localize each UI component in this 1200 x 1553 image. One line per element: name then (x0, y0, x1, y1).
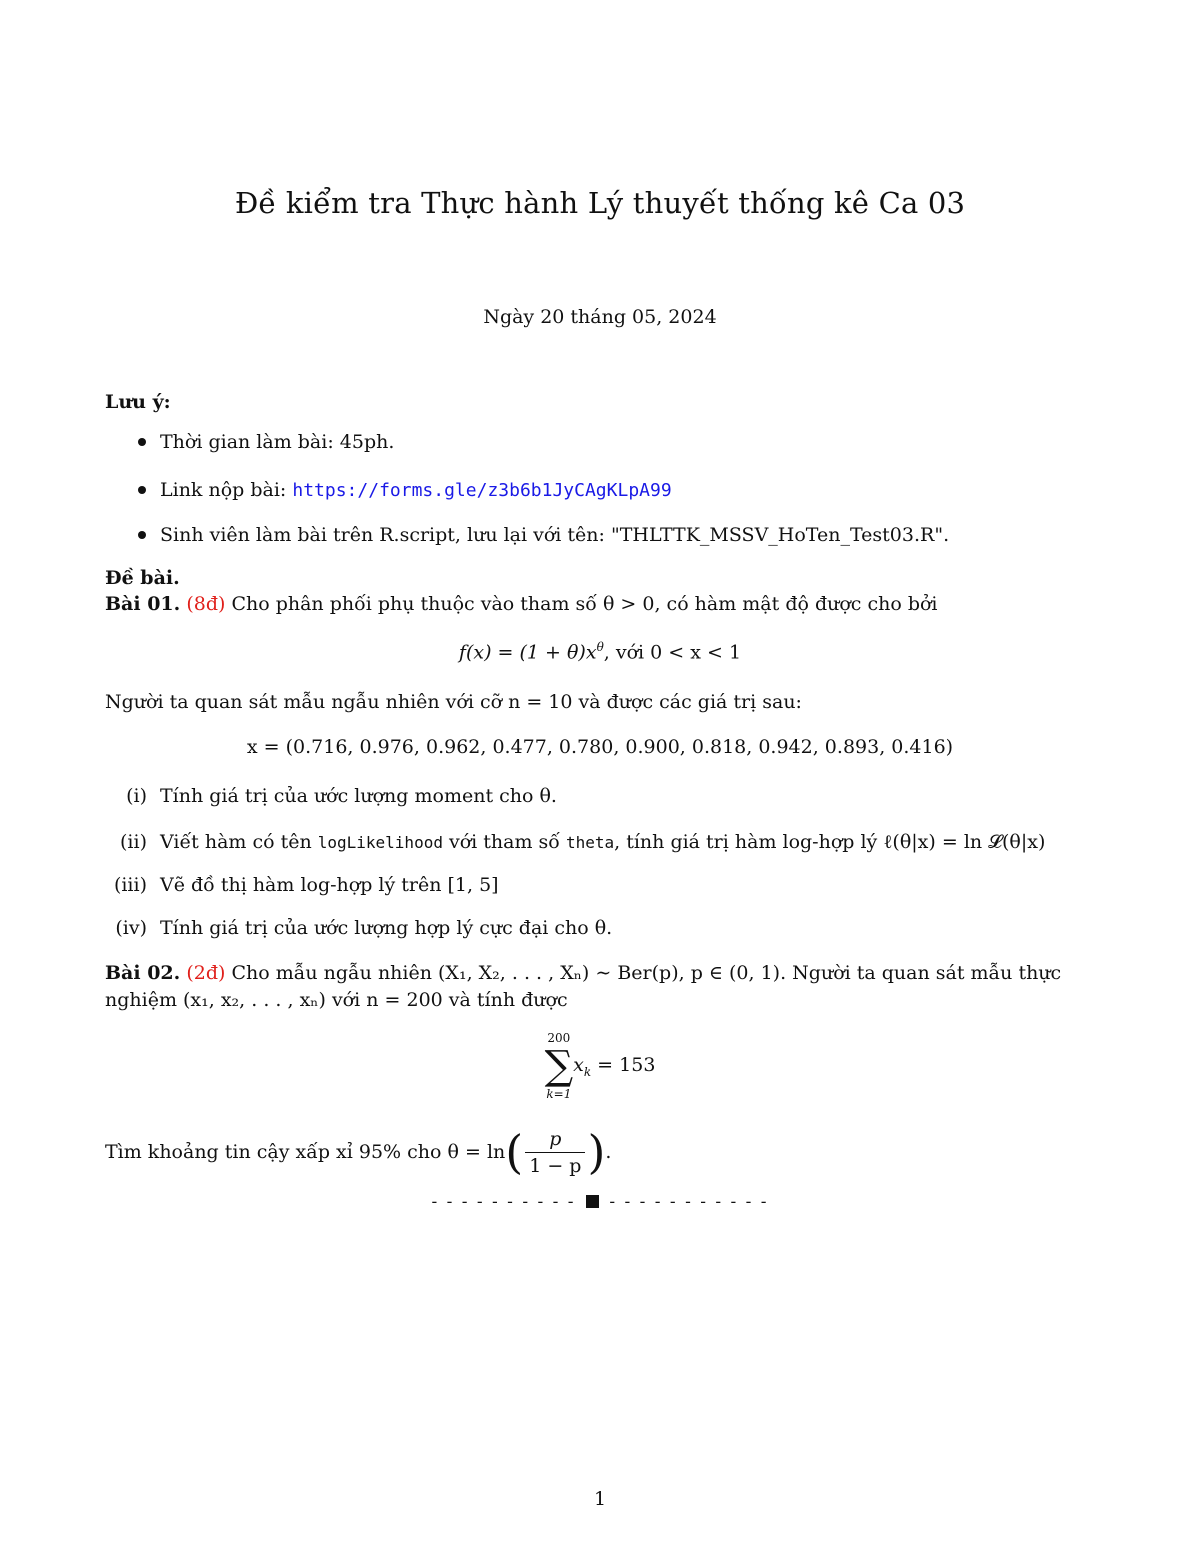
page-title: Đề kiểm tra Thực hành Lý thuyết thống kê Ca 03 (234, 186, 966, 220)
date-line: Ngày 20 tháng 05, 2024 (483, 306, 717, 328)
task-heading: Đề bài. (105, 567, 180, 589)
note-item-link (160, 477, 672, 504)
code-function-name: logLikelihood (317, 833, 443, 852)
subitem-label: (iii) (113, 874, 147, 896)
sample-vector: x = (0.716, 0.976, 0.962, 0.477, 0.780, 0.900, 0.818, 0.942, 0.893, 0.416) (246, 736, 954, 758)
sigma-icon: ∑ (544, 1043, 574, 1089)
density-formula-exponent: θ (596, 640, 604, 654)
note-link-label: Link nộp bài: (160, 479, 293, 501)
bullet-icon (138, 486, 146, 494)
sum-term: x (573, 1054, 584, 1076)
sum-lower-limit: k=1 (546, 1087, 572, 1101)
problem-2-label: Bài 02. (105, 962, 181, 984)
right-paren-icon: ) (587, 1125, 606, 1179)
fraction (525, 1126, 585, 1179)
problem-1-points: (8đ) (186, 593, 226, 615)
ci-text: Tìm khoảng tin cậy xấp xỉ 95% cho θ = ln (105, 1141, 506, 1163)
sum-upper-limit: 200 (547, 1031, 571, 1045)
ci-question (105, 1122, 611, 1182)
sum-formula (0, 1030, 1200, 1102)
subitem-label: (i) (126, 785, 147, 807)
note-heading: Lưu ý: (105, 391, 171, 413)
subitem-text: Tính giá trị của ước lượng moment cho θ. (160, 785, 557, 807)
page-number: 1 (593, 1488, 607, 1510)
sum-value: = 153 (591, 1054, 656, 1076)
problem-1-text: Cho phân phối phụ thuộc vào tham số θ > 0, có hàm mật độ được cho bởi (231, 593, 938, 615)
fraction-denominator: 1 − p (529, 1154, 582, 1177)
sum-operator (545, 1030, 574, 1102)
end-square-icon (586, 1195, 599, 1208)
bullet-icon (138, 531, 146, 539)
left-paren-icon: ( (505, 1125, 524, 1179)
problem-2-text-line2: nghiệm (x₁, x₂, . . . , xₙ) với n = 200 và tính được (105, 989, 568, 1011)
subitem-text: Tính giá trị của ước lượng hợp lý cực đại cho θ. (160, 917, 613, 939)
separator-dashes-right: - - - - - - - - - - - (609, 1192, 769, 1212)
problem-1-statement (105, 591, 938, 617)
subitem-text (160, 829, 1045, 856)
problem-2-text: Cho mẫu ngẫu nhiên (X₁, X₂, . . . , Xₙ) ∼ Ber(p), p ∈ (0, 1). Người ta quan sát mẫu thực (231, 962, 1062, 984)
submission-link[interactable]: https://forms.gle/z3b6b1JyCAgKLpA99 (292, 480, 672, 501)
subitem-label: (ii) (120, 831, 147, 853)
density-formula (0, 640, 1200, 663)
ci-period: . (605, 1141, 612, 1163)
sum-term-index: k (583, 1064, 592, 1079)
problem-2-statement (105, 960, 1095, 986)
density-formula-main: f(x) = (1 + θ)x (458, 641, 597, 664)
problem-2-points: (2đ) (186, 962, 226, 984)
code-param-name: theta (565, 833, 615, 852)
end-separator (0, 1192, 1200, 1212)
bullet-icon (138, 438, 146, 446)
note-item-time: Thời gian làm bài: 45ph. (160, 431, 395, 453)
subitem-text-part: với tham số (442, 831, 566, 853)
separator-dashes-left: - - - - - - - - - - (431, 1192, 576, 1212)
subitem-text-part: , tính giá trị hàm log-hợp lý ℓ(θ|x) = ln 𝓛(θ|x) (614, 831, 1046, 853)
sample-description: Người ta quan sát mẫu ngẫu nhiên với cỡ n = 10 và được các giá trị sau: (105, 691, 802, 713)
fraction-numerator: p (525, 1126, 585, 1153)
problem-1-label: Bài 01. (105, 593, 181, 615)
subitem-text-part: Viết hàm có tên (160, 831, 318, 853)
subitem-label: (iv) (115, 917, 147, 939)
note-item-filename: Sinh viên làm bài trên R.script, lưu lại với tên: "THLTTK_MSSV_HoTen_Test03.R". (160, 524, 950, 546)
subitem-text: Vẽ đồ thị hàm log-hợp lý trên [1, 5] (160, 874, 499, 896)
density-formula-tail: , với 0 < x < 1 (603, 641, 742, 664)
